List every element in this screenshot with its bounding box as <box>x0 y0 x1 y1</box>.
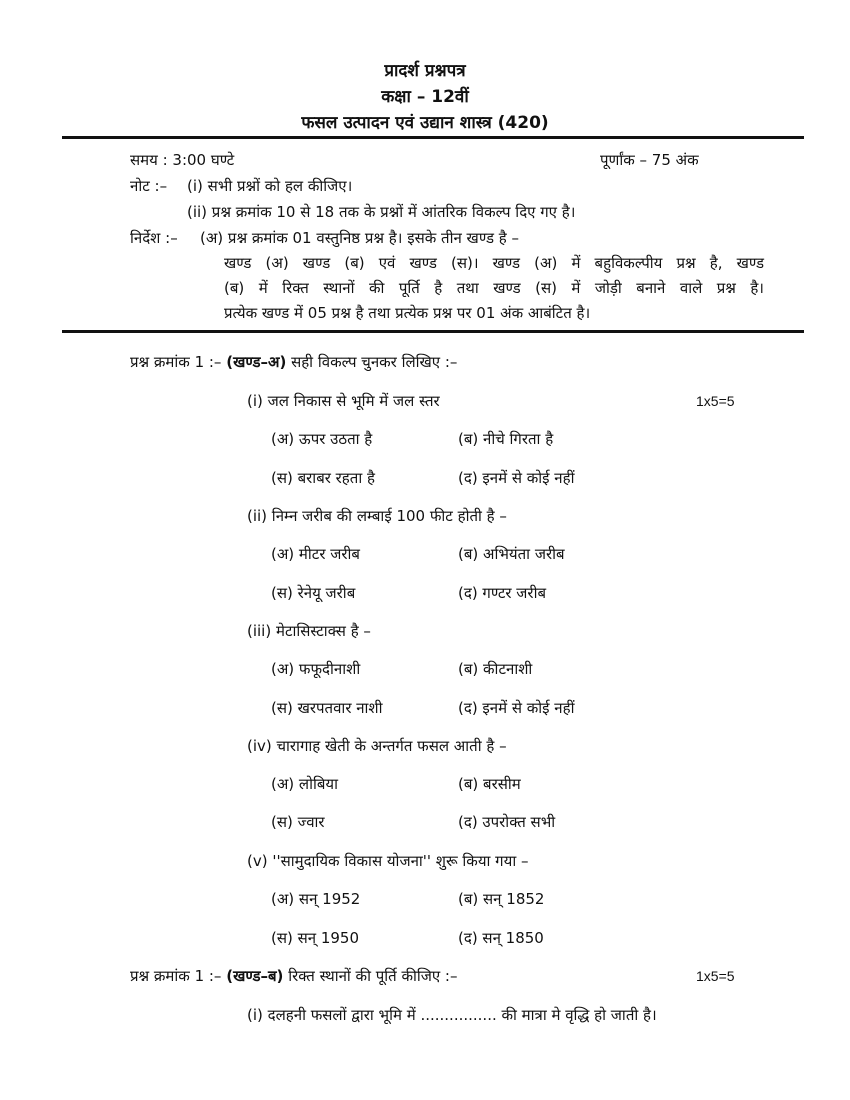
note-item-1: (i) सभी प्रश्नों को हल कीजिए। <box>187 177 353 195</box>
direction-line-3: (ब) में रिक्त स्थानों की पूर्ति है तथा खण्ड (स) में जोड़ी बनाने वाले प्रश्न है। <box>224 279 764 297</box>
section-a-instruction: सही विकल्प चुनकर लिखिए :– <box>286 353 458 371</box>
option-2-d: (द) गण्टर जरीब <box>458 584 547 602</box>
section-b-instruction: रिक्त स्थानों की पूर्ति कीजिए :– <box>283 967 458 985</box>
section-b-heading-prefix: प्रश्न क्रमांक 1 :– <box>130 967 227 985</box>
subject-title: फसल उत्पादन एवं उद्यान शास्त्र (420) <box>301 113 549 133</box>
option-5-d: (द) सन् 1850 <box>458 929 544 947</box>
info-divider <box>62 330 804 333</box>
option-4-a: (अ) लोबिया <box>271 775 339 793</box>
header-divider <box>62 136 804 139</box>
question-stem-1: (i) जल निकास से भूमि में जल स्तर <box>247 392 440 410</box>
option-5-c: (स) सन् 1950 <box>271 929 360 947</box>
section-a-heading <box>130 352 457 372</box>
question-stem-5: (v) ''सामुदायिक विकास योजना'' शुरू किया गया – <box>247 852 529 870</box>
direction-line-2: खण्ड (अ) खण्ड (ब) एवं खण्ड (स)। खण्ड (अ) में बहुविकल्पीय प्रश्न है, खण्ड <box>224 254 764 272</box>
note-label: नोट :– <box>130 177 168 195</box>
option-5-a: (अ) सन् 1952 <box>271 890 361 908</box>
section-a-label: (खण्ड–अ) <box>226 353 287 371</box>
direction-label: निर्देश :– <box>130 229 178 247</box>
note-item-2: (ii) प्रश्न क्रमांक 10 से 18 तक के प्रश्नों में आंतरिक विकल्प दिए गए है। <box>187 203 576 221</box>
option-1-b: (ब) नीचे गिरता है <box>458 430 554 448</box>
paper-title: प्रादर्श प्रश्नपत्र <box>384 61 466 81</box>
section-a-marks: 1x5=5 <box>696 393 735 409</box>
time-label: समय : 3:00 घण्टे <box>130 151 235 169</box>
option-2-b: (ब) अभियंता जरीब <box>458 545 565 563</box>
question-stem-2: (ii) निम्न जरीब की लम्बाई 100 फीट होती है – <box>247 507 507 525</box>
section-b-marks: 1x5=5 <box>696 968 735 984</box>
option-4-c: (स) ज्वार <box>271 813 325 831</box>
option-1-d: (द) इनमें से कोई नहीं <box>458 469 575 487</box>
option-1-a: (अ) ऊपर उठता है <box>271 430 373 448</box>
option-4-d: (द) उपरोक्त सभी <box>458 813 556 831</box>
option-3-a: (अ) फफूदीनाशी <box>271 660 361 678</box>
question-stem-3: (iii) मेटासिस्टाक्स है – <box>247 622 371 640</box>
section-a-heading-prefix: प्रश्न क्रमांक 1 :– <box>130 353 227 371</box>
option-4-b: (ब) बरसीम <box>458 775 521 793</box>
option-2-a: (अ) मीटर जरीब <box>271 545 360 563</box>
option-3-c: (स) खरपतवार नाशी <box>271 699 383 717</box>
max-marks-label: पूर्णांक – 75 अंक <box>600 151 699 169</box>
direction-line-4: प्रत्येक खण्ड में 05 प्रश्न है तथा प्रत्येक प्रश्न पर 01 अंक आबंटित है। <box>224 304 591 322</box>
option-5-b: (ब) सन् 1852 <box>458 890 545 908</box>
section-b-heading <box>130 966 458 986</box>
option-2-c: (स) रेनेयू जरीब <box>271 584 356 602</box>
option-3-b: (ब) कीटनाशी <box>458 660 533 678</box>
question-stem-4: (iv) चारागाह खेती के अन्तर्गत फसल आती है – <box>247 737 507 755</box>
option-1-c: (स) बराबर रहता है <box>271 469 375 487</box>
section-b-label: (खण्ड–ब) <box>226 967 284 985</box>
section-b-question-1: (i) दलहनी फसलों द्वारा भूमि में ................ की मात्रा मे वृद्धि हो जाती है। <box>247 1006 657 1024</box>
class-title: कक्षा – 12वीं <box>381 87 469 107</box>
option-3-d: (द) इनमें से कोई नहीं <box>458 699 575 717</box>
direction-line-1: (अ) प्रश्न क्रमांक 01 वस्तुनिष्ठ प्रश्न है। इसके तीन खण्ड है – <box>200 229 519 247</box>
